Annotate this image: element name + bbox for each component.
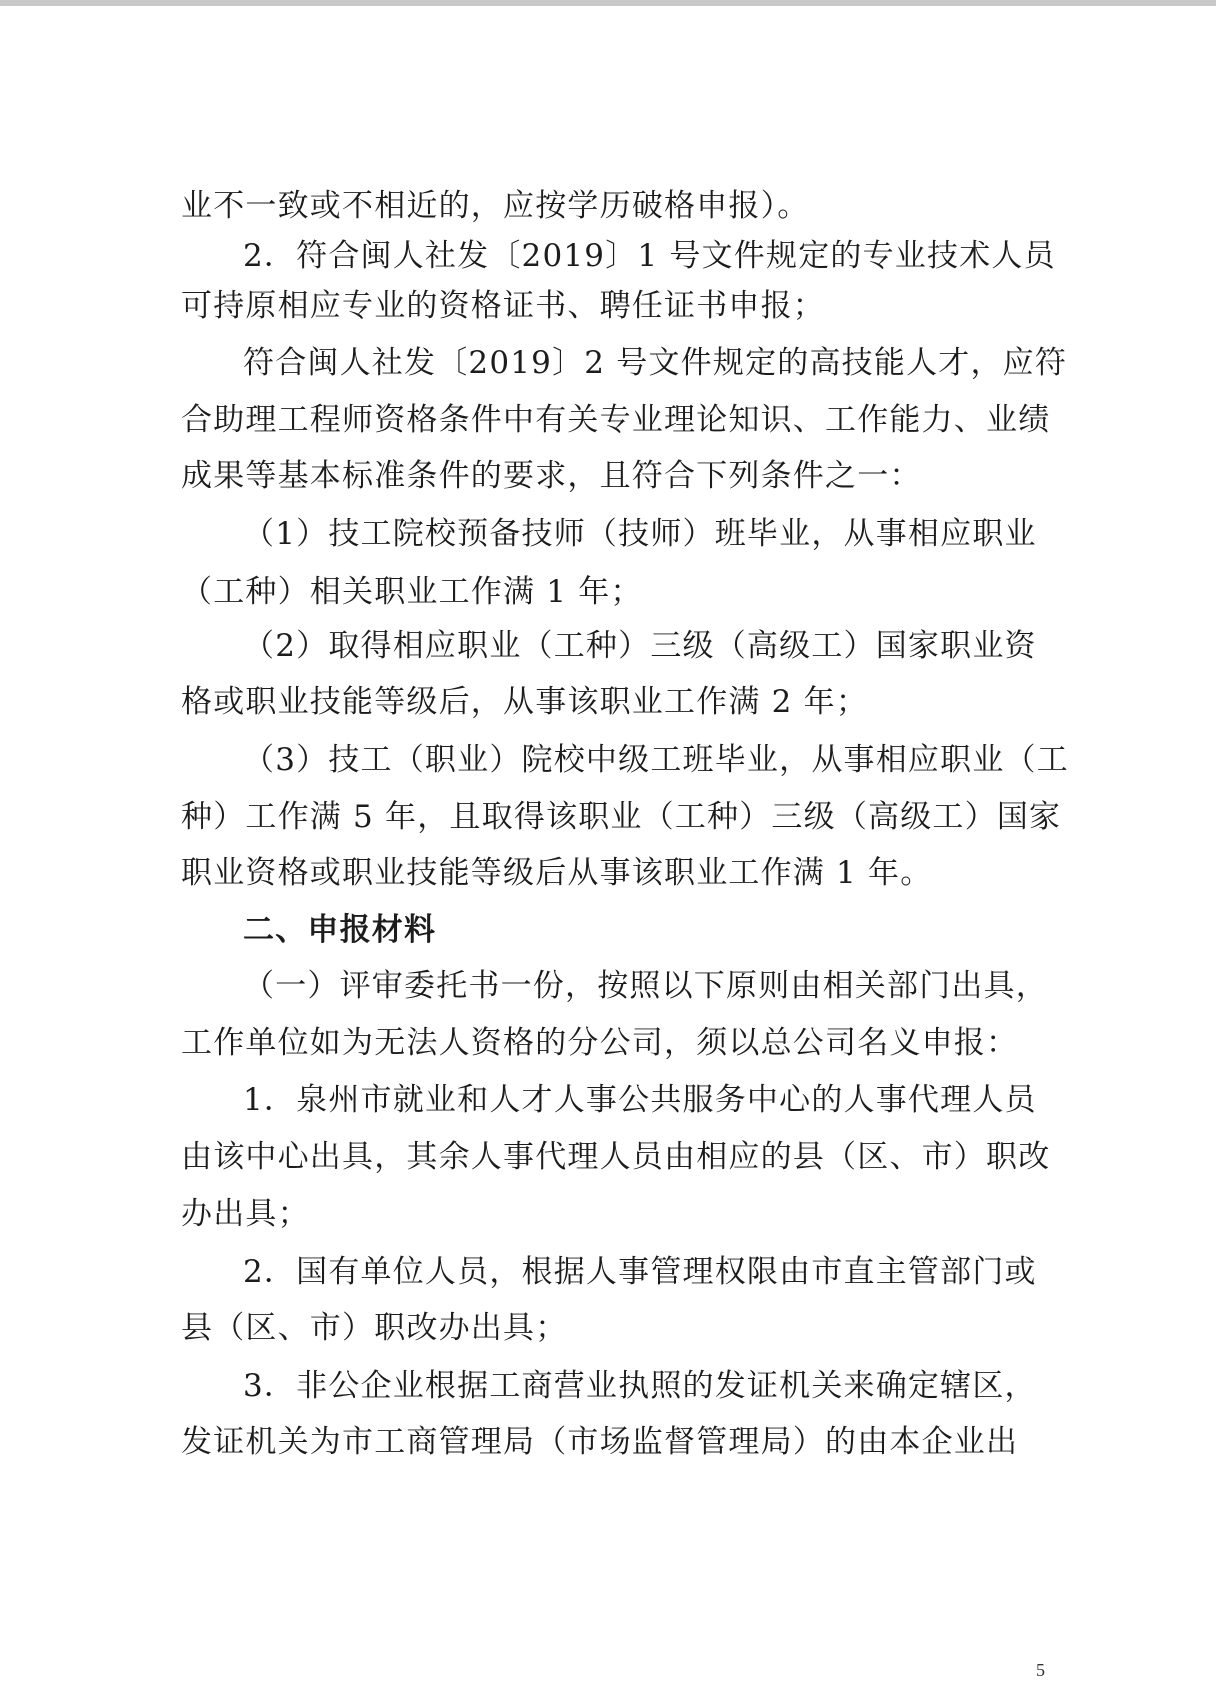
text-line: 业不一致或不相近的，应按学历破格申报）。	[181, 188, 810, 224]
text-line: 发证机关为市工商管理局（市场监督管理局）的由本企业出	[181, 1424, 1019, 1460]
text-line: 3．非公企业根据工商营业执照的发证机关来确定辖区，	[243, 1368, 1037, 1404]
text-line: 县（区、市）职改办出具；	[181, 1310, 568, 1346]
scan-top-edge	[0, 0, 1216, 6]
text-line: 符合闽人社发〔2019〕2 号文件规定的高技能人才，应符	[243, 345, 1068, 381]
text-line: （工种）相关职业工作满 1 年；	[181, 574, 643, 610]
text-line: 职业资格或职业技能等级后从事该职业工作满 1 年。	[181, 855, 933, 891]
text-line: 种）工作满 5 年，且取得该职业（工种）三级（高级工）国家	[181, 799, 1062, 835]
section-heading: 二、申报材料	[243, 912, 437, 948]
text-line: （2）取得相应职业（工种）三级（高级工）国家职业资	[243, 628, 1037, 664]
text-line: （一）评审委托书一份，按照以下原则由相关部门出具，	[243, 968, 1048, 1004]
text-line: 办出具；	[181, 1196, 310, 1232]
text-line: 2．国有单位人员，根据人事管理权限由市直主管部门或	[243, 1254, 1037, 1290]
text-line: 由该中心出具，其余人事代理人员由相应的县（区、市）职改	[181, 1139, 1051, 1175]
text-line: 2．符合闽人社发〔2019〕1 号文件规定的专业技术人员	[243, 238, 1056, 274]
text-line: （1）技工院校预备技师（技师）班毕业，从事相应职业	[243, 516, 1037, 552]
text-line: （3）技工（职业）院校中级工班毕业，从事相应职业（工	[243, 742, 1069, 778]
text-line: 1．泉州市就业和人才人事公共服务中心的人事代理人员	[243, 1082, 1037, 1118]
text-line: 可持原相应专业的资格证书、聘任证书申报；	[181, 288, 825, 324]
text-line: 格或职业技能等级后，从事该职业工作满 2 年；	[181, 684, 869, 720]
text-line: 合助理工程师资格条件中有关专业理论知识、工作能力、业绩	[181, 402, 1051, 438]
page-number: 5	[1036, 1660, 1045, 1680]
text-line: 成果等基本标准条件的要求，且符合下列条件之一：	[181, 458, 922, 494]
text-line: 工作单位如为无法人资格的分公司，须以总公司名义申报：	[181, 1025, 1019, 1061]
